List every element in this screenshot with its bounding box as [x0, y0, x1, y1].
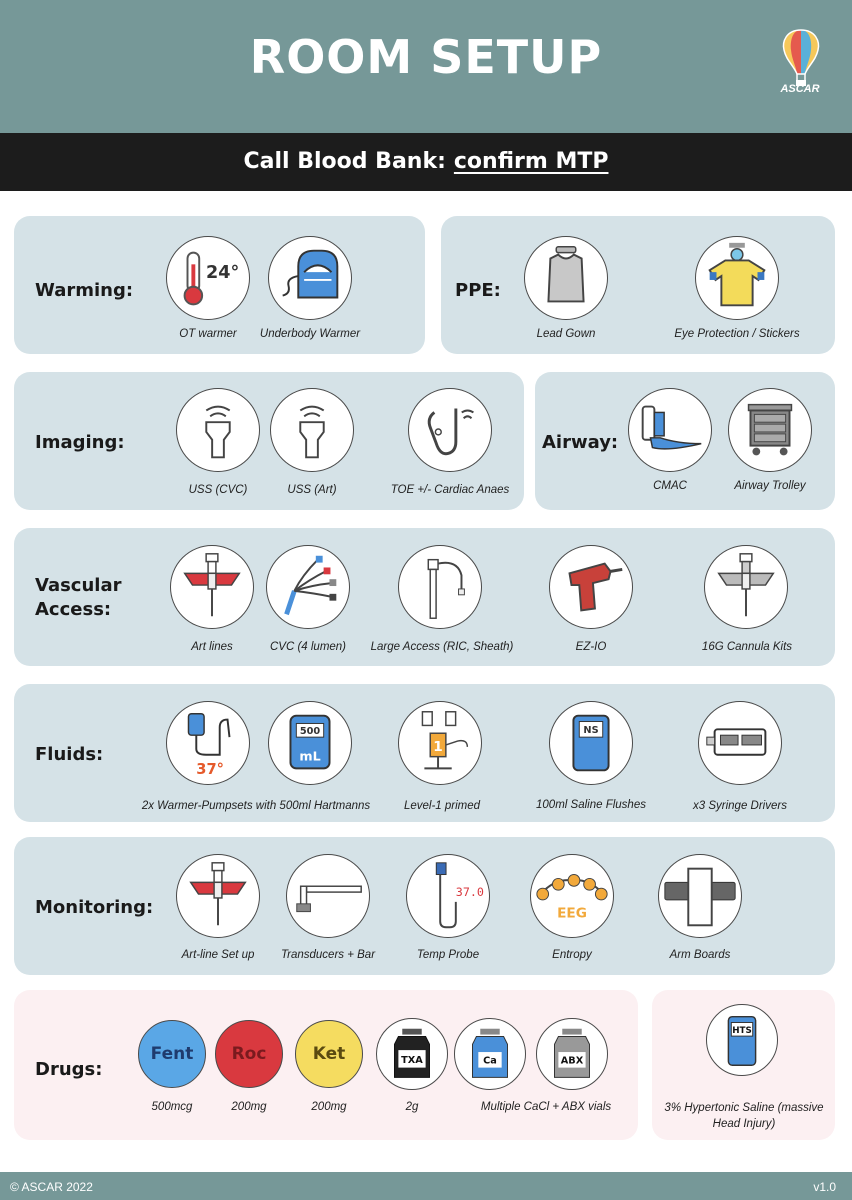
item-caption: Arm Boards [669, 949, 731, 961]
ultrasound-probe-icon [270, 388, 354, 472]
item-caption: Art lines [191, 641, 233, 653]
blood-bank-banner [0, 133, 852, 191]
level-1-infuser-icon [398, 701, 482, 785]
imaging-label: Imaging: [35, 432, 125, 453]
item-caption: Temp Probe [416, 949, 480, 961]
eye-protection-icon [695, 236, 779, 320]
vascular-label: Vascular Access: [35, 575, 122, 620]
item-caption: Level-1 primed [403, 800, 481, 812]
item-caption: USS (Art) [287, 484, 337, 496]
ketamine-circle: Ket [295, 1020, 363, 1088]
item-caption: Airway Trolley [734, 480, 806, 492]
hts-caption: 3% Hypertonic Saline (massive Head Injury) [664, 1102, 824, 1130]
item-caption: CMAC [653, 480, 687, 492]
monitoring-label: Monitoring: [35, 897, 154, 918]
drug-dose: 500mcg [151, 1101, 193, 1113]
drugs-label: Drugs: [35, 1059, 103, 1080]
drug-dose: 200mg [231, 1101, 267, 1113]
warmer-pumpset-icon [166, 701, 250, 785]
underbody-warmer-icon [268, 236, 352, 320]
airway-label: Airway: [542, 432, 619, 453]
item-caption: Large Access (RIC, Sheath) [370, 641, 514, 653]
item-caption: USS (CVC) [188, 484, 248, 496]
abx-vial-icon [536, 1018, 608, 1090]
version-text: v1.0 [813, 1180, 836, 1194]
txa-vial-icon [376, 1018, 448, 1090]
fentanyl-circle: Fent [138, 1020, 206, 1088]
art-line-icon [170, 545, 254, 629]
svg-text:EEG: EEG [557, 905, 587, 922]
airway-trolley-icon [728, 388, 812, 472]
copyright-text: © ASCAR 2022 [10, 1180, 93, 1194]
item-caption: x3 Syringe Drivers [693, 800, 787, 812]
item-caption: 2x Warmer-Pumpsets with 500ml Hartmanns [141, 800, 371, 812]
item-caption: Transducers + Bar [280, 949, 376, 961]
header [0, 0, 852, 133]
calcium-vial-icon [454, 1018, 526, 1090]
syringe-driver-icon [698, 701, 782, 785]
lead-gown-icon [524, 236, 608, 320]
svg-text:37.0: 37.0 [455, 885, 484, 899]
svg-text:ABX: ABX [560, 1055, 584, 1067]
ultrasound-probe-icon [176, 388, 260, 472]
transducer-bar-icon [286, 854, 370, 938]
item-caption: Art-line Set up [181, 949, 255, 961]
item-caption: Underbody Warmer [259, 328, 361, 340]
warming-label: Warming: [35, 280, 134, 301]
item-caption: Lead Gown [536, 328, 596, 340]
drug-dose: 2g [405, 1101, 419, 1113]
temp-probe-icon [406, 854, 490, 938]
ot-warmer-temp: 24° [206, 263, 240, 283]
svg-text:500: 500 [299, 726, 321, 738]
page-title: ROOM SETUP [249, 30, 603, 84]
art-line-setup-icon [176, 854, 260, 938]
cmac-laryngoscope-icon [628, 388, 712, 472]
banner-prefix: Call Blood Bank: [243, 149, 446, 174]
fluid-bag-icon [268, 701, 352, 785]
item-caption: Entropy [552, 949, 592, 961]
banner-action: confirm MTP [453, 149, 609, 174]
svg-text:Ca: Ca [483, 1055, 497, 1067]
hypertonic-saline-bag-icon [706, 1004, 778, 1076]
item-caption: Eye Protection / Stickers [674, 328, 800, 340]
rocuronium-circle: Roc [215, 1020, 283, 1088]
cannula-icon [704, 545, 788, 629]
svg-text:TXA: TXA [401, 1054, 423, 1066]
svg-text:37°: 37° [196, 761, 224, 779]
ppe-label: PPE: [455, 280, 501, 301]
ez-io-drill-icon [549, 545, 633, 629]
logo-text: ASCAR [780, 83, 820, 95]
fluids-label: Fluids: [35, 744, 104, 765]
entropy-eeg-icon [530, 854, 614, 938]
arm-board-icon [658, 854, 742, 938]
svg-text:mL: mL [299, 748, 321, 764]
saline-flush-icon [549, 701, 633, 785]
svg-text:NS: NS [583, 725, 599, 737]
drug-dose: 200mg [311, 1101, 347, 1113]
toe-probe-icon [408, 388, 492, 472]
large-access-sheath-icon [398, 545, 482, 629]
item-caption: TOE +/- Cardiac Anaes [390, 484, 510, 496]
cvc-icon [266, 545, 350, 629]
thermometer-icon [166, 236, 250, 320]
footer [0, 1172, 852, 1200]
item-caption: EZ-IO [575, 641, 607, 653]
svg-text:HTS: HTS [732, 1026, 752, 1037]
item-caption: OT warmer [179, 328, 237, 340]
svg-text:1: 1 [433, 738, 443, 755]
vials-caption: Multiple CaCl + ABX vials [480, 1101, 612, 1113]
item-caption: CVC (4 lumen) [269, 641, 347, 653]
item-caption: 100ml Saline Flushes [536, 799, 646, 811]
item-caption: 16G Cannula Kits [701, 641, 793, 653]
